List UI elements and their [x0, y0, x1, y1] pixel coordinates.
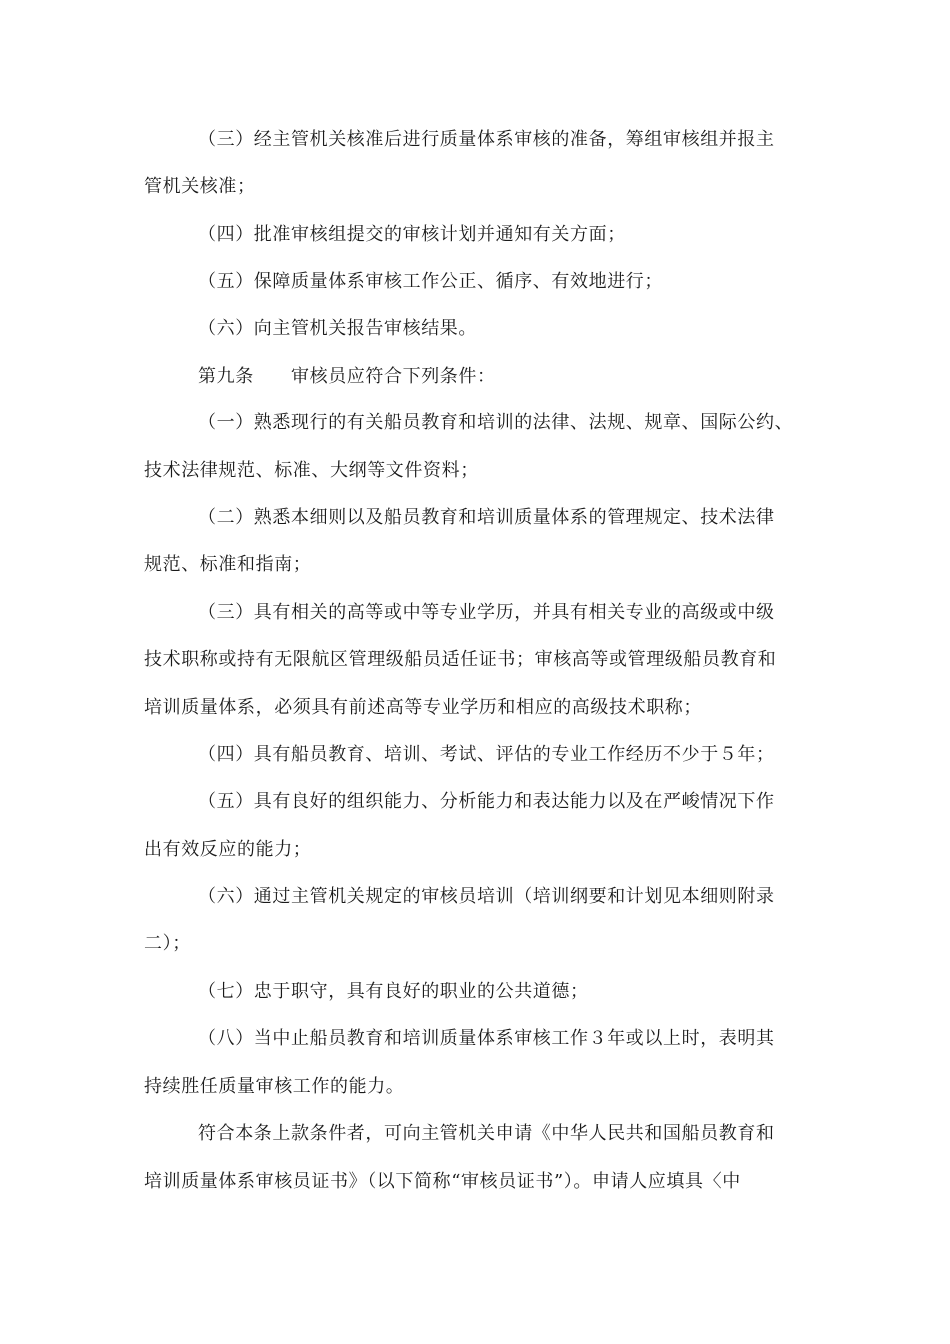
text-line: 技术法律规范、标准、大纲等文件资料； — [144, 460, 479, 481]
text-line: （七）忠于职守，具有良好的职业的公共道德； — [198, 981, 589, 1002]
text-line: 管机关核准； — [144, 176, 256, 197]
text-line: （三）具有相关的高等或中等专业学历，并具有相关专业的高级或中级 — [198, 602, 775, 623]
text-line: （六）向主管机关报告审核结果。 — [198, 318, 477, 339]
text-line: 符合本条上款条件者，可向主管机关申请《中华人民共和国船员教育和 — [198, 1123, 775, 1144]
text-line: （一）熟悉现行的有关船员教育和培训的法律、法规、规章、国际公约、 — [198, 412, 794, 433]
text-line: （五）保障质量体系审核工作公正、循序、有效地进行； — [198, 271, 663, 292]
text-line: 规范、标准和指南； — [144, 554, 312, 575]
text-line: （四）具有船员教育、培训、考试、评估的专业工作经历不少于５年； — [198, 744, 775, 765]
text-line: 出有效反应的能力； — [144, 839, 312, 860]
text-line: 技术职称或持有无限航区管理级船员适任证书；审核高等或管理级船员教育和 — [144, 649, 777, 670]
text-line: 培训质量体系，必须具有前述高等专业学历和相应的高级技术职称； — [144, 697, 702, 718]
text-line: （五）具有良好的组织能力、分析能力和表达能力以及在严峻情况下作 — [198, 791, 775, 812]
text-line: 持续胜任质量审核工作的能力。 — [144, 1076, 405, 1097]
text-line: （六）通过主管机关规定的审核员培训（培训纲要和计划见本细则附录 — [198, 886, 775, 907]
text-line: （二）熟悉本细则以及船员教育和培训质量体系的管理规定、技术法律 — [198, 507, 775, 528]
text-line: （三）经主管机关核准后进行质量体系审核的准备，筹组审核组并报主 — [198, 129, 775, 150]
text-line: 二）； — [144, 933, 191, 954]
article-heading: 第九条 审核员应符合下列条件： — [198, 366, 496, 387]
text-line: （八）当中止船员教育和培训质量体系审核工作３年或以上时，表明其 — [198, 1028, 775, 1049]
text-line: （四）批准审核组提交的审核计划并通知有关方面； — [198, 224, 626, 245]
text-line: 培训质量体系审核员证书》（以下简称“审核员证书”）。申请人应填具〈中 — [144, 1171, 741, 1192]
